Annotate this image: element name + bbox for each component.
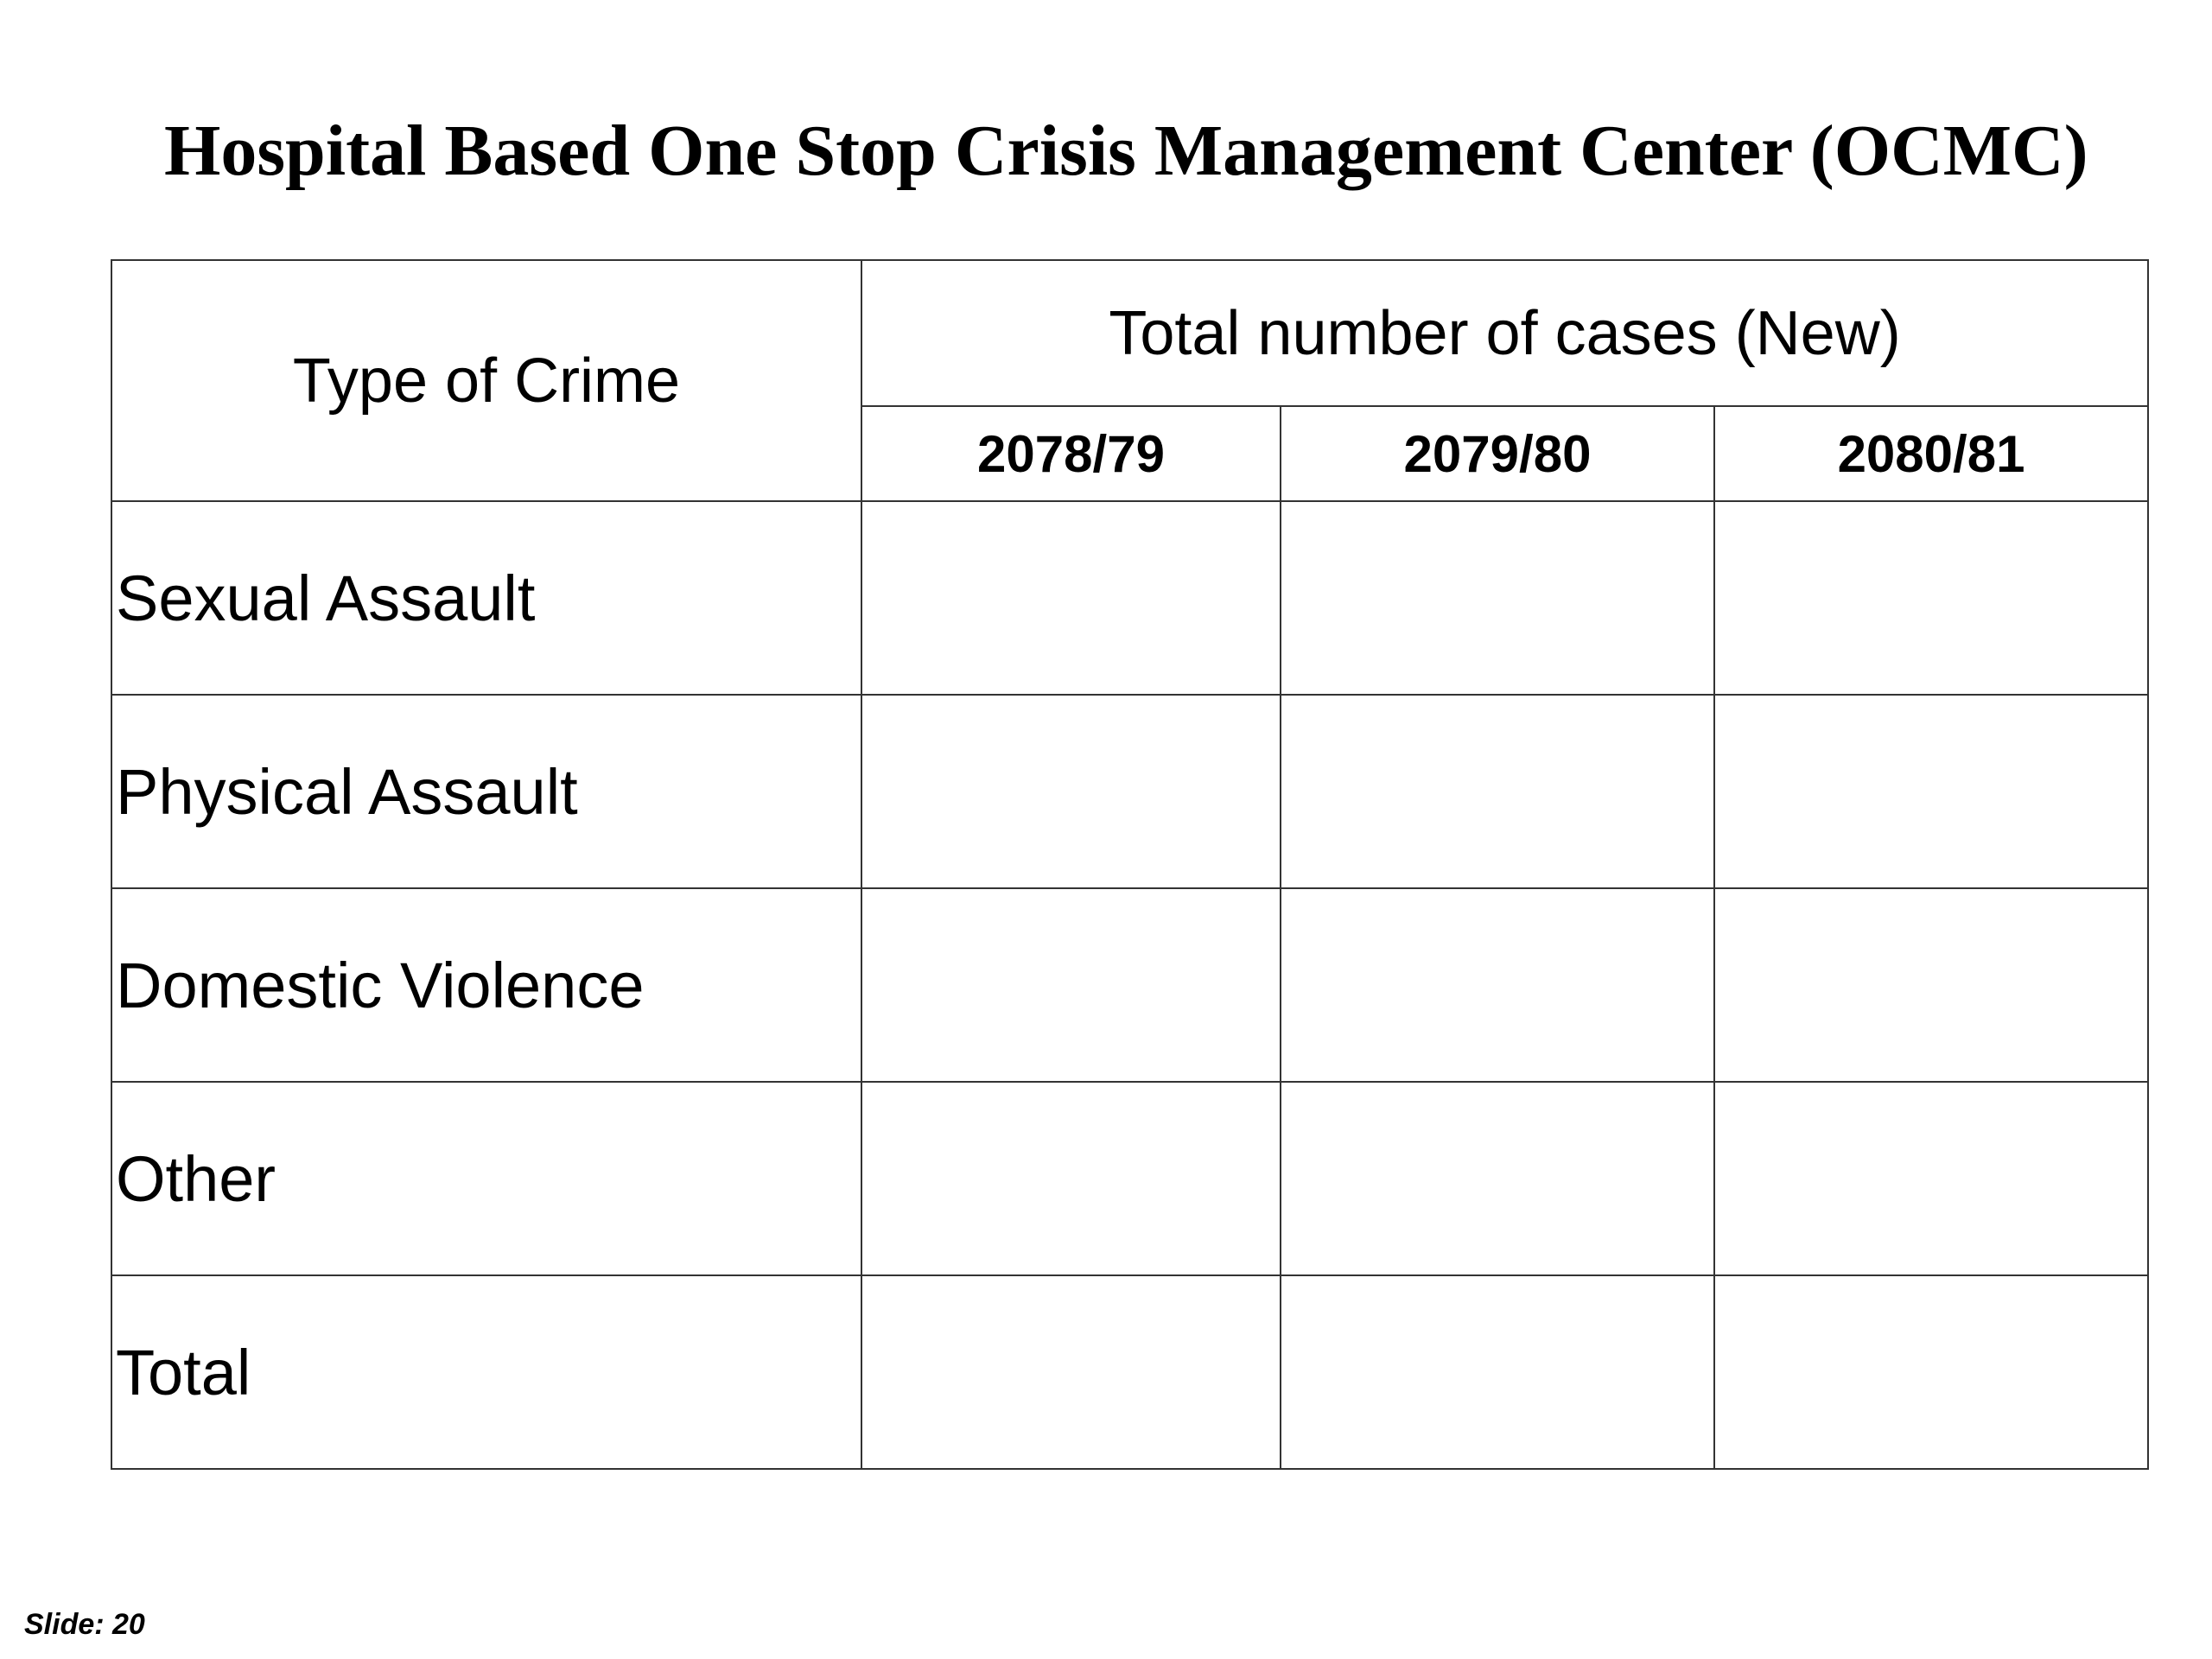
table-cell [1714, 1275, 2148, 1469]
crime-cases-table [111, 259, 2149, 1470]
row-label-other: Other [111, 1082, 861, 1275]
table-cell [1714, 1082, 2148, 1275]
table-cell [1714, 695, 2148, 888]
row-label-sexual-assault: Sexual Assault [111, 501, 861, 695]
row-label-total: Total [111, 1275, 861, 1469]
table-row-total [111, 1275, 2148, 1469]
table-cell [1281, 501, 1714, 695]
table-cell [1281, 1082, 1714, 1275]
type-of-crime-header: Type of Crime [111, 260, 861, 501]
table-row-sexual-assault [111, 501, 2148, 695]
table-header-row [111, 260, 2148, 406]
table-row-domestic-violence [111, 888, 2148, 1082]
table-cell [861, 695, 1281, 888]
year-header-2080-81: 2080/81 [1714, 406, 2148, 501]
table-cell [861, 888, 1281, 1082]
total-cases-header: Total number of cases (New) [861, 260, 2148, 406]
row-label-physical-assault: Physical Assault [111, 695, 861, 888]
table-cell [1281, 888, 1714, 1082]
table-row-other [111, 1082, 2148, 1275]
page-title: Hospital Based One Stop Crisis Management Center (OCMC) [164, 111, 2088, 191]
table-row-physical-assault [111, 695, 2148, 888]
row-label-domestic-violence: Domestic Violence [111, 888, 861, 1082]
table-cell [1714, 501, 2148, 695]
slide-number: Slide: 20 [24, 1608, 145, 1641]
table-cell [861, 1275, 1281, 1469]
table-cell [1281, 695, 1714, 888]
year-header-2078-79: 2078/79 [861, 406, 1281, 501]
table-cell [1714, 888, 2148, 1082]
table-cell [861, 501, 1281, 695]
table-cell [1281, 1275, 1714, 1469]
table-cell [861, 1082, 1281, 1275]
year-header-2079-80: 2079/80 [1281, 406, 1714, 501]
